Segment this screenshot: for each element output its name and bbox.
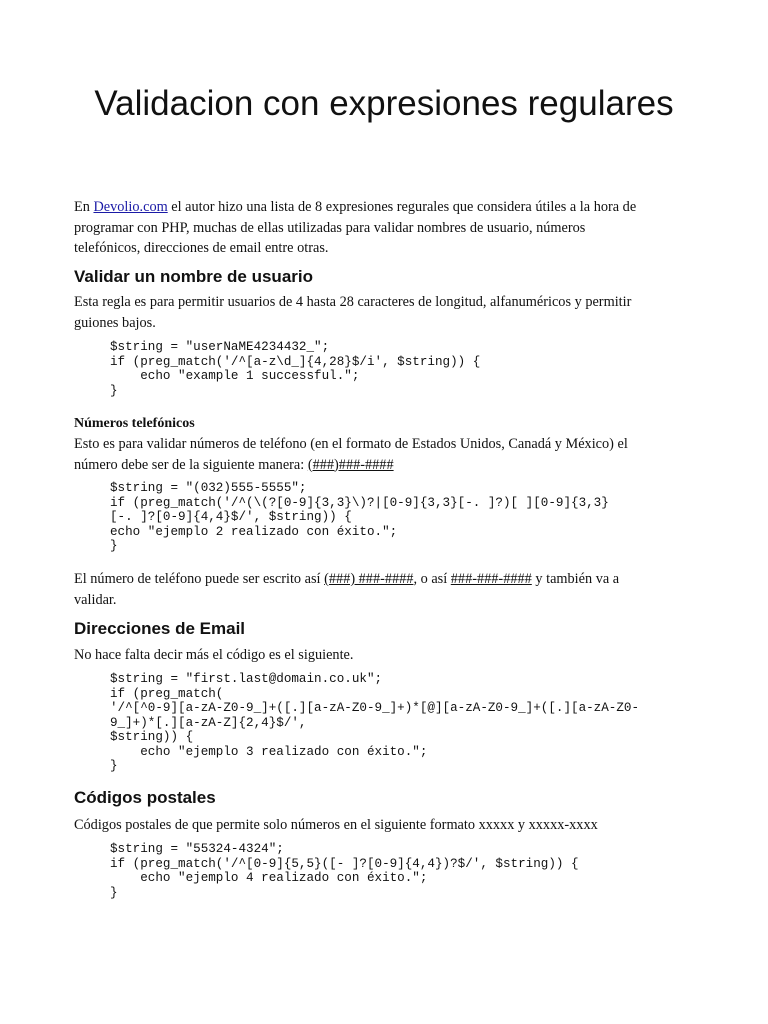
devolio-link[interactable]: Devolio.com — [93, 199, 168, 215]
section-text-phone — [74, 434, 696, 475]
code-block-email: $string = "first.last@domain.co.uk"; if (preg_match( '/^[^0-9][a-zA-Z0-9_]+([.][a-zA-Z0-9_]+)*[@][a-zA-Z0-9_]+([.][a-zA-Z0- 9_]+)*[.][a-zA-Z]{2,4}$/', $string)) { echo "ejemplo 3 realizado con éxito."; } — [110, 672, 640, 773]
section-text-username — [74, 292, 696, 333]
section-heading-postal: Códigos postales — [74, 788, 216, 807]
section-text-postal: Códigos postales de que permite solo números en el siguiente formato xxxxx y xxxxx-xxxx — [74, 817, 598, 833]
phone-after-format2: ###-###-#### — [450, 571, 532, 587]
code-block-phone: $string = "(032)555-5555"; if (preg_match('/^(\(?[0-9]{3,3}\)?|[0-9]{3,3}[-. ]?)[ ][0-9]{3,3} [-. ]?[0-9]{4,4}$/', $string)) { echo "ejemplo 2 realizado con éxito."; } — [110, 481, 609, 553]
phone-after-line2: validar. — [74, 591, 117, 608]
section-heading-phone: Números telefónicos — [74, 416, 195, 431]
phone-text-line2-prefix: número debe ser de la siguiente manera: — [74, 456, 308, 473]
phone-format: (###)###-#### — [307, 456, 394, 473]
username-text-line1: Esta regla es para permitir usuarios de 4 hasta 28 caracteres de longitud, alfanuméricos y permitir — [74, 294, 632, 310]
username-text-line2: guiones bajos. — [74, 314, 156, 331]
intro-line1-rest: el autor hizo una lista de 8 expresiones regurales que considera útiles a la hora de — [167, 199, 637, 215]
phone-after-suffix: y también va a — [531, 571, 620, 587]
code-block-username: $string = "userNaME4234432_"; if (preg_match('/^[a-z\d_]{4,28}$/i', $string)) { echo "example 1 successful."; } — [110, 340, 481, 398]
code-block-postal: $string = "55324-4324"; if (preg_match('/^[0-9]{5,5}([- ]?[0-9]{4,4})?$/', $string)) { echo "ejemplo 4 realizado con éxito."; } — [110, 842, 579, 900]
intro-line2: programar con PHP, muchas de ellas utilizadas para validar nombres de usuario, números — [74, 219, 586, 236]
section-heading-username: Validar un nombre de usuario — [74, 267, 313, 286]
intro-prefix: En — [74, 199, 94, 215]
phone-text-line1: Esto es para validar números de teléfono (en el formato de Estados Unidos, Canadá y México) el — [74, 436, 628, 452]
section-text-email: No hace falta decir más el código es el siguiente. — [74, 647, 354, 663]
intro-line3: telefónicos, direcciones de email entre otras. — [74, 240, 329, 256]
phone-after-prefix: El número de teléfono puede ser escrito así — [74, 571, 325, 587]
intro-paragraph — [74, 197, 696, 259]
page-title: Validacion con expresiones regulares — [94, 84, 674, 123]
phone-after-mid: , o así — [413, 571, 451, 587]
phone-after-paragraph — [74, 569, 696, 610]
section-heading-email: Direcciones de Email — [74, 619, 246, 638]
phone-after-format1: (###) ###-#### — [324, 571, 414, 587]
